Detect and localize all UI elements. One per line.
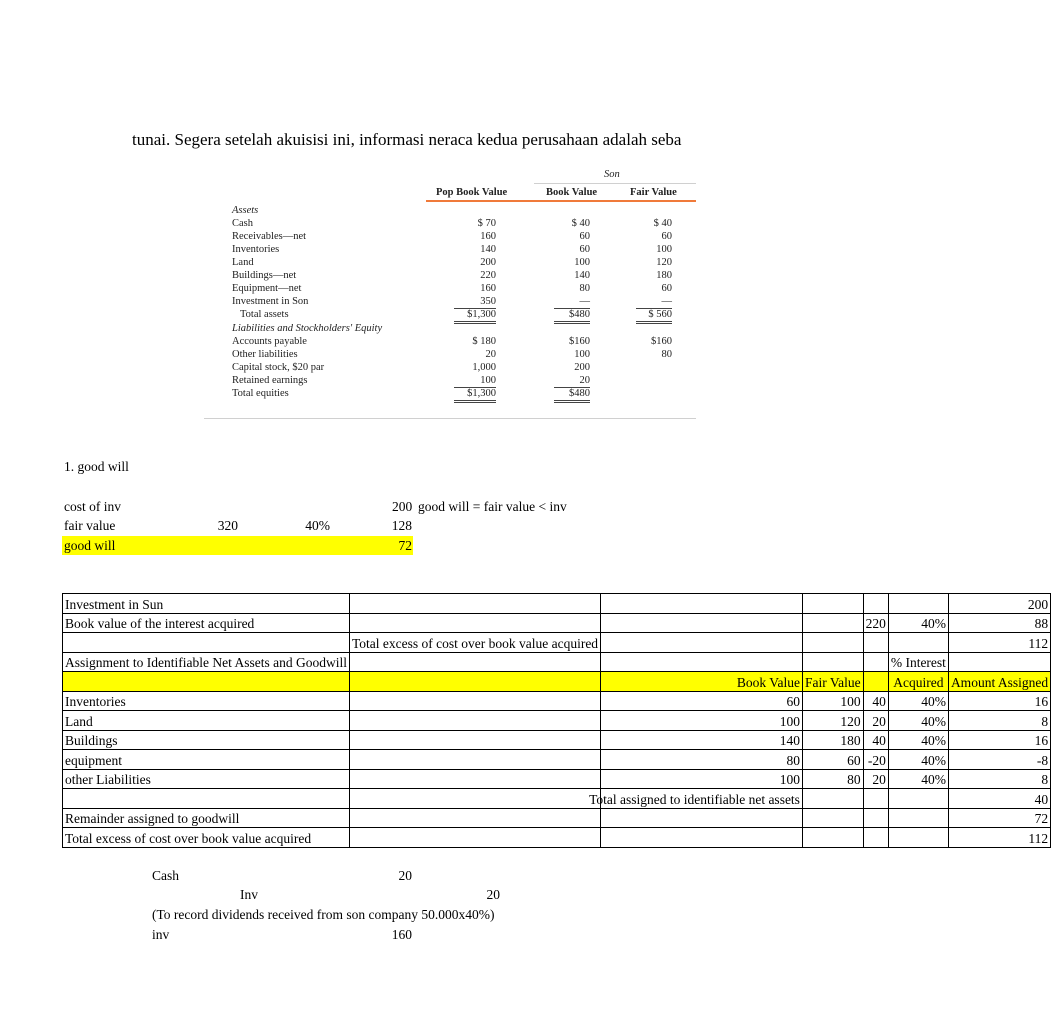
header-fair-value: Fair Value: [802, 672, 863, 692]
balance-row-pop: $1,300: [454, 308, 496, 324]
balance-row-pop: 220: [480, 270, 496, 281]
item-pct: 40%: [888, 769, 948, 789]
balance-row-fair: $ 560: [636, 308, 672, 324]
cost-of-inv-value: 200: [392, 499, 413, 514]
balance-row-fair: $ 40: [653, 218, 672, 229]
col-son-fair: Fair Value: [630, 187, 677, 198]
col-pop-book: Pop Book Value: [436, 187, 508, 198]
fair-value-result: 128: [391, 518, 412, 533]
item-label: other Liabilities: [63, 769, 350, 789]
journal-inv-value: 20: [486, 887, 500, 902]
item-pct: 40%: [888, 750, 948, 770]
balance-row-fair: 60: [661, 231, 672, 242]
item-label: Buildings: [63, 730, 350, 750]
table-row: [63, 769, 1051, 789]
balance-row-label: Other liabilities: [232, 349, 298, 360]
balance-row-label: Receivables—net: [232, 231, 307, 242]
balance-row-fair: 100: [656, 244, 672, 255]
table-row: [63, 633, 1051, 653]
balance-row-book: 100: [574, 257, 590, 268]
balance-row-pop: 100: [454, 374, 496, 388]
balance-row-pop: 20: [485, 349, 496, 360]
balance-row-label: Accounts payable: [232, 336, 307, 347]
balance-row-book: 20: [554, 374, 590, 388]
balance-row-book: $480: [554, 308, 590, 324]
balance-row-book: 60: [579, 244, 590, 255]
item-amount: 16: [948, 730, 1050, 750]
table-row: [63, 750, 1051, 770]
table-row: [63, 613, 1051, 633]
balance-row-book: $480: [554, 387, 590, 403]
goodwill-note: good will = fair value < inv: [418, 499, 567, 514]
item-fair: 180: [802, 730, 863, 750]
pct-interest-label: % Interest: [888, 652, 948, 672]
balance-row-label: Investment in Son: [232, 296, 309, 307]
item-fair: 80: [802, 769, 863, 789]
table-row: [63, 652, 1051, 672]
balance-row-pop: 160: [480, 283, 496, 294]
table-row: [63, 828, 1051, 848]
balance-row-book: 60: [579, 231, 590, 242]
journal-note: (To record dividends received from son company 50.000x40%): [152, 907, 495, 922]
header-acquired: Acquired: [888, 672, 948, 692]
book-interest-pct: 40%: [888, 613, 948, 633]
goodwill-value: 72: [398, 538, 412, 553]
item-label: Inventories: [63, 691, 350, 711]
balance-row-book: 80: [579, 283, 590, 294]
liabilities-heading: Liabilities and Stockholders' Equity: [232, 323, 383, 334]
investment-label: Investment in Sun: [63, 594, 350, 614]
table-row: [63, 808, 1051, 828]
journal-cash-value: 20: [398, 868, 412, 883]
item-diff: 40: [863, 691, 888, 711]
balance-row-fair: 60: [661, 283, 672, 294]
balance-row-book: 100: [574, 349, 590, 360]
item-book: 140: [601, 730, 803, 750]
item-pct: 40%: [888, 730, 948, 750]
balance-row-label: Total assets: [240, 309, 289, 320]
investment-value: 200: [948, 594, 1050, 614]
balance-row-pop: 160: [480, 231, 496, 242]
item-pct: 40%: [888, 711, 948, 731]
balance-row-fair: $160: [651, 336, 672, 347]
final-excess-value: 112: [948, 828, 1050, 848]
item-pct: 40%: [888, 691, 948, 711]
journal-cash-label: Cash: [152, 868, 179, 883]
item-fair: 120: [802, 711, 863, 731]
header-amount-assigned: Amount Assigned: [948, 672, 1050, 692]
remainder-value: 72: [948, 808, 1050, 828]
intro-text: tunai. Segera setelah akuisisi ini, informasi neraca kedua perusahaan adalah seba: [132, 130, 682, 149]
balance-row-fair: 80: [661, 349, 672, 360]
fair-value-label: fair value: [64, 518, 116, 533]
item-amount: 16: [948, 691, 1050, 711]
goodwill-heading: 1. good will: [64, 459, 129, 474]
goodwill-label: good will: [64, 538, 116, 553]
balance-row-pop: 140: [480, 244, 496, 255]
journal-inv-label: Inv: [240, 887, 258, 902]
balance-row-pop: 350: [454, 295, 496, 309]
balance-row-book: $ 40: [571, 218, 590, 229]
balance-row-label: Equipment—net: [232, 283, 302, 294]
book-interest-label: Book value of the interest acquired: [65, 616, 255, 631]
item-book: 80: [601, 750, 803, 770]
balance-sheet-image: [204, 162, 696, 420]
balance-row-label: Retained earnings: [232, 375, 308, 386]
excess-value: 112: [948, 633, 1050, 653]
item-book: 100: [601, 711, 803, 731]
journal-inv2-label: inv: [152, 927, 170, 942]
item-amount: 8: [948, 711, 1050, 731]
balance-row-pop: $ 180: [472, 336, 496, 347]
item-diff: -20: [863, 750, 888, 770]
item-book: 60: [601, 691, 803, 711]
table-row: [63, 730, 1051, 750]
cost-of-inv-label: cost of inv: [64, 499, 121, 514]
allocation-table: [62, 593, 1051, 848]
table-row: [63, 691, 1051, 711]
item-diff: 20: [863, 769, 888, 789]
balance-row-label: Inventories: [232, 244, 280, 255]
item-diff: 20: [863, 711, 888, 731]
assignment-label: Assignment to Identifiable Net Assets and Goodwill: [65, 655, 347, 670]
son-group-header: Son: [604, 169, 620, 180]
total-assigned-value: 40: [948, 789, 1050, 809]
balance-row-label: Cash: [232, 218, 253, 229]
balance-row-book: 200: [574, 362, 590, 373]
item-fair: 100: [802, 691, 863, 711]
balance-row-book: —: [554, 295, 590, 309]
balance-row-book: 140: [574, 270, 590, 281]
final-excess-label: Total excess of cost over book value acquired: [65, 830, 312, 846]
item-label: Land: [63, 711, 350, 731]
balance-row-label: Buildings—net: [232, 270, 297, 281]
item-label: equipment: [63, 750, 350, 770]
total-assigned-label: Total assigned to identifiable net assets: [589, 791, 800, 807]
balance-row-label: Total equities: [232, 388, 289, 399]
item-amount: 8: [948, 769, 1050, 789]
balance-row-label: Capital stock, $20 par: [232, 362, 325, 373]
fair-value-pct: 40%: [305, 518, 330, 533]
balance-row-fair: 120: [656, 257, 672, 268]
remainder-label: Remainder assigned to goodwill: [65, 811, 240, 826]
balance-row-label: Land: [232, 257, 254, 268]
balance-row-pop: $1,300: [454, 387, 496, 403]
table-header-row: [63, 672, 1051, 692]
book-interest-value: 88: [948, 613, 1050, 633]
fair-value-amount: 320: [217, 518, 238, 533]
item-book: 100: [601, 769, 803, 789]
table-row: [63, 711, 1051, 731]
balance-row-pop: 1,000: [472, 362, 496, 373]
item-amount: -8: [948, 750, 1050, 770]
balance-row-fair: 180: [656, 270, 672, 281]
journal-inv2-value: 160: [391, 927, 412, 942]
item-fair: 60: [802, 750, 863, 770]
table-row: [63, 789, 1051, 809]
assets-heading: Assets: [232, 205, 259, 216]
table-row: [63, 594, 1051, 614]
excess-label: Total excess of cost over book value acquired: [351, 635, 599, 651]
balance-row-book: $160: [569, 336, 590, 347]
col-son-book: Book Value: [546, 187, 598, 198]
header-book-value: Book Value: [601, 672, 803, 692]
balance-row-fair: —: [636, 295, 672, 309]
balance-row-pop: 200: [480, 257, 496, 268]
balance-row-pop: $ 70: [477, 218, 496, 229]
book-interest-total: 220: [863, 613, 888, 633]
item-diff: 40: [863, 730, 888, 750]
